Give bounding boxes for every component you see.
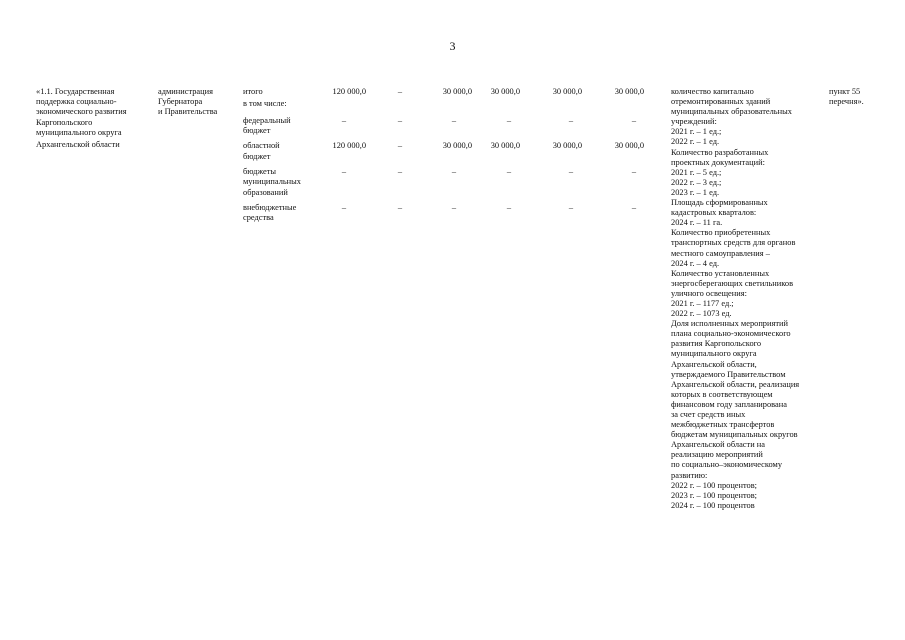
funding-source-label: бюджеты	[243, 167, 277, 176]
funding-value: –	[451, 116, 457, 125]
indicator-line: проектных документаций:	[671, 157, 765, 167]
indicator-line: Доля исполненных мероприятий	[671, 319, 788, 329]
indicator-line: кадастровых кварталов:	[671, 208, 757, 218]
indicator-line: развития Каргопольского	[671, 339, 762, 349]
indicator-line: развитию:	[671, 470, 708, 480]
indicator-line: по социально–экономическому	[671, 460, 783, 470]
reference-line: пункт 55	[829, 87, 861, 96]
indicator-line: 2021 г. – 5 ед.;	[671, 167, 722, 177]
indicator-line: 2021 г. – 1 ед.;	[671, 127, 722, 137]
indicator-line: энергосберегающих светильников	[671, 278, 794, 288]
program-name-line: Каргопольского	[36, 118, 93, 127]
funding-value: –	[451, 203, 457, 212]
funding-source-label: внебюджетные	[243, 203, 297, 212]
indicator-line: 2024 г. – 11 га.	[671, 218, 723, 228]
executor-line: Губернатора	[158, 97, 203, 106]
indicator-line: Количество приобретенных	[671, 228, 771, 238]
funding-value: –	[397, 116, 403, 125]
funding-value: –	[397, 203, 403, 212]
funding-including-label: в том числе:	[243, 99, 287, 108]
indicator-line: Количество разработанных	[671, 147, 769, 157]
funding-source-label: федеральный	[243, 116, 291, 125]
funding-value: –	[631, 203, 637, 212]
indicator-line: 2022 г. – 1 ед.	[671, 137, 720, 147]
indicator-line: 2024 г. – 100 процентов	[671, 500, 755, 510]
program-name-line: «1.1. Государственная	[36, 87, 115, 96]
indicator-line: уличного освещения:	[671, 288, 747, 298]
indicator-line: финансовом году запланирована	[671, 399, 787, 409]
indicator-line: 2022 г. – 3 ед.;	[671, 177, 722, 187]
indicator-line: бюджетам муниципальных округов	[671, 430, 798, 440]
indicators-list	[671, 87, 799, 511]
indicator-line: Архангельской области,	[671, 359, 757, 369]
funding-value: 30 000,0	[614, 141, 644, 150]
funding-value: 120 000,0	[332, 141, 366, 150]
executor-line: и Правительства	[158, 107, 218, 116]
funding-value: –	[341, 167, 347, 176]
program-name-line: экономического развития	[36, 107, 127, 116]
page-number: 3	[449, 39, 456, 53]
funding-value: 30 000,0	[552, 141, 582, 150]
indicator-line: межбюджетных трансфертов	[671, 420, 775, 430]
funding-source-label: муниципальных	[243, 177, 301, 186]
indicator-line: местного самоуправления –	[671, 248, 770, 258]
funding-value: 30 000,0	[442, 87, 472, 96]
indicator-line: Площадь сформированных	[671, 198, 768, 208]
funding-value: 30 000,0	[614, 87, 644, 96]
indicator-line: 2024 г. – 4 ед.	[671, 258, 720, 268]
funding-value: –	[451, 167, 457, 176]
indicator-line: муниципальных образовательных	[671, 107, 792, 117]
funding-value: –	[568, 203, 574, 212]
funding-value: –	[341, 116, 347, 125]
funding-value: 30 000,0	[552, 87, 582, 96]
funding-value: –	[397, 141, 403, 150]
funding-value: 30 000,0	[490, 87, 520, 96]
funding-source-label: средства	[243, 213, 274, 222]
indicator-line: учреждений:	[671, 117, 717, 127]
indicator-line: количество капитально	[671, 87, 754, 96]
indicator-line: плана социально-экономического	[671, 329, 791, 339]
funding-value: –	[341, 203, 347, 212]
program-name-line: Архангельской области	[36, 140, 120, 149]
indicator-line: утверждаемого Правительством	[671, 369, 786, 379]
indicator-line: транспортных средств для органов	[671, 238, 796, 248]
funding-source-label: областной	[243, 141, 280, 150]
funding-source-label: бюджет	[243, 126, 271, 135]
funding-value: –	[568, 167, 574, 176]
indicator-line: Архангельской области, реализация	[671, 379, 800, 389]
indicator-line: которых в соответствующем	[671, 389, 773, 399]
funding-value: –	[397, 167, 403, 176]
funding-value: –	[506, 116, 512, 125]
funding-source-label: образований	[243, 188, 288, 197]
indicator-line: 2023 г. – 1 ед.	[671, 187, 720, 197]
funding-value: –	[506, 167, 512, 176]
funding-value: –	[568, 116, 574, 125]
funding-value: 30 000,0	[442, 141, 472, 150]
indicator-line: 2022 г. – 100 процентов;	[671, 480, 758, 490]
indicator-line: Архангельской области на	[671, 440, 765, 450]
indicator-line: отремонтированных зданий	[671, 97, 771, 107]
program-name-line: муниципального округа	[36, 128, 122, 137]
funding-value: –	[631, 167, 637, 176]
indicator-line: 2023 г. – 100 процентов;	[671, 490, 758, 500]
funding-value: –	[506, 203, 512, 212]
funding-value: 120 000,0	[332, 87, 366, 96]
reference-line: перечня».	[829, 97, 864, 106]
funding-value: 30 000,0	[490, 141, 520, 150]
program-name-line: поддержка социально-	[36, 97, 117, 106]
funding-total-label: итого	[243, 87, 263, 96]
indicator-line: Количество установленных	[671, 268, 770, 278]
indicator-line: 2021 г. – 1177 ед.;	[671, 298, 734, 308]
indicator-line: за счет средств иных	[671, 410, 746, 419]
executor-line: администрация	[158, 87, 213, 96]
funding-source-label: бюджет	[243, 152, 271, 161]
indicator-line: реализацию мероприятий	[671, 450, 763, 460]
funding-value: –	[397, 87, 403, 96]
indicator-line: 2022 г. – 1073 ед.	[671, 309, 732, 319]
funding-value: –	[631, 116, 637, 125]
indicator-line: муниципального округа	[671, 349, 757, 359]
